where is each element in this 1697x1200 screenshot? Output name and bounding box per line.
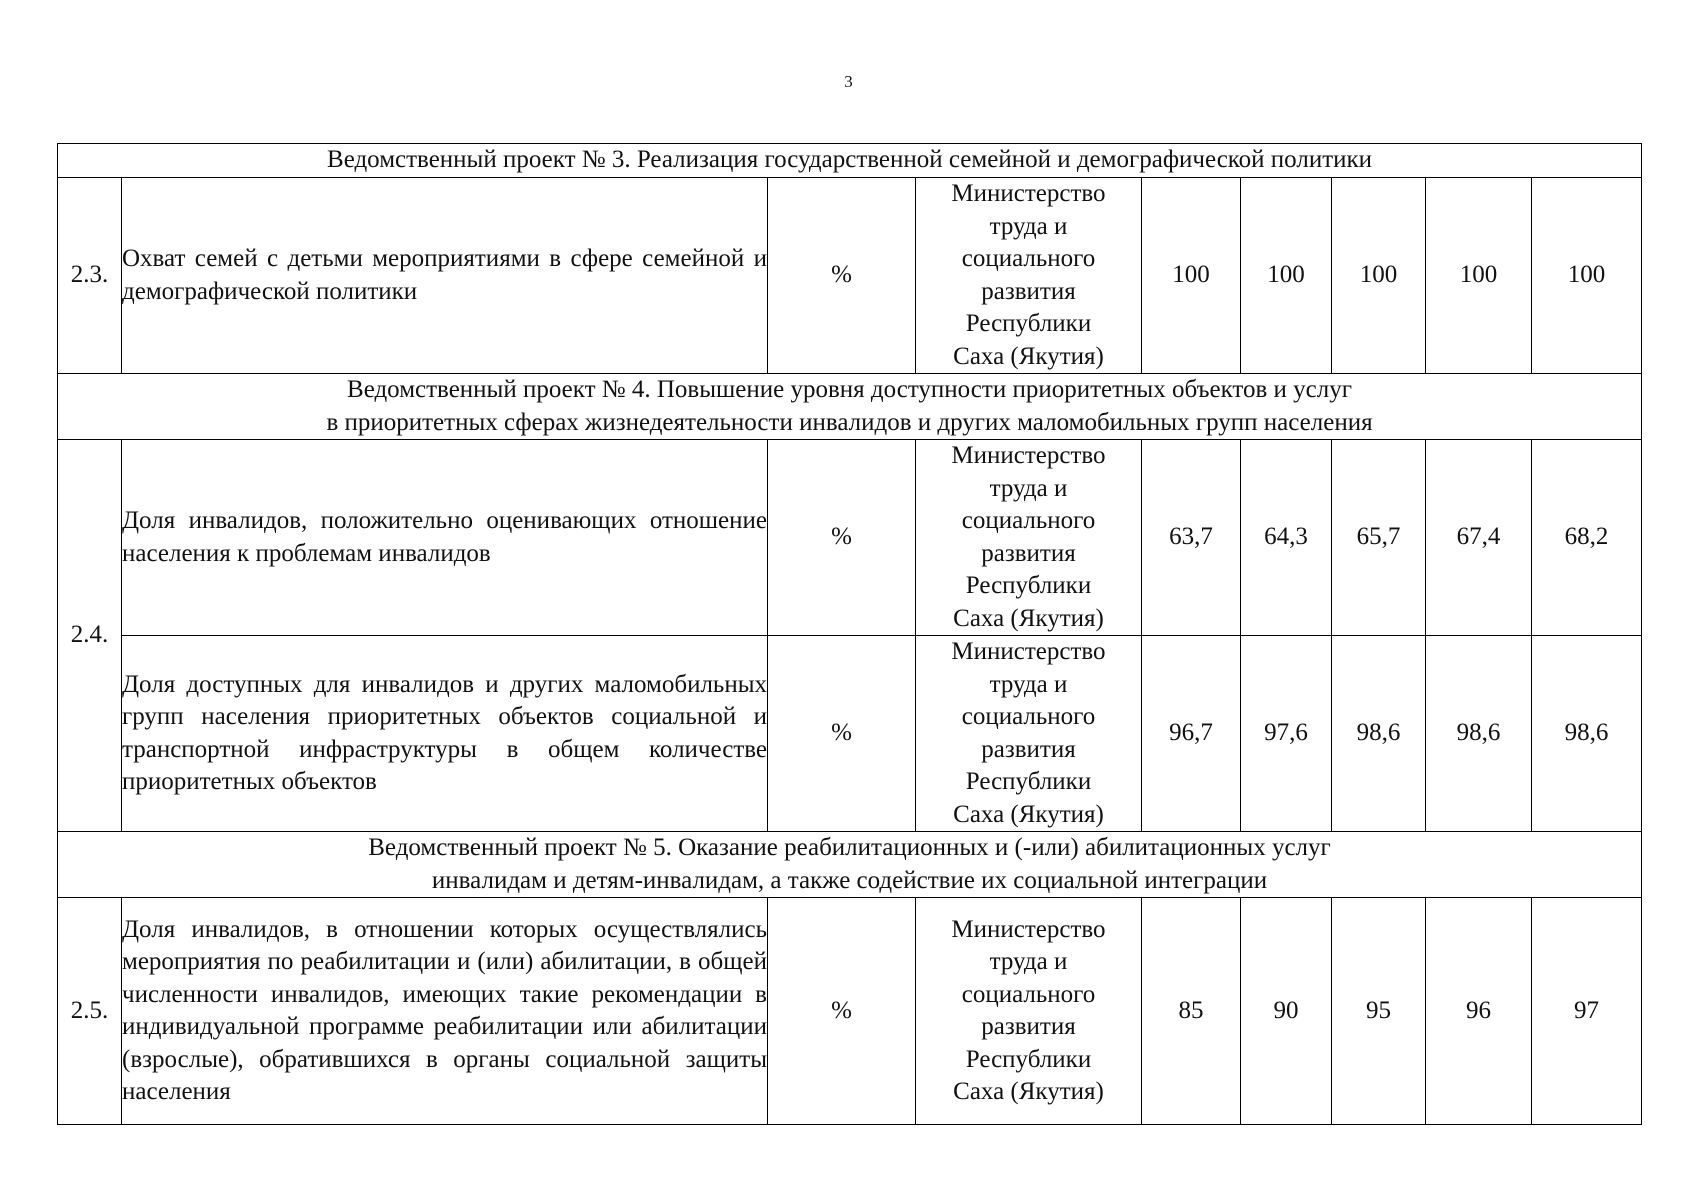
responsible-line: развития xyxy=(981,735,1076,763)
section-title xyxy=(58,374,1642,440)
section-title xyxy=(58,832,1642,898)
section-title-line: Ведомственный проект № 5. Оказание реабилитационных и (-или) абилитационных услуг xyxy=(368,834,1331,861)
responsible-cell xyxy=(916,440,1142,636)
value-cell: 68,2 xyxy=(1532,440,1642,636)
value-cell: 65,7 xyxy=(1332,440,1426,636)
unit-cell: % xyxy=(768,440,916,636)
row-number: 2.5. xyxy=(58,898,122,1125)
responsible-line: развития xyxy=(981,539,1076,567)
value-cell: 95 xyxy=(1332,898,1426,1125)
responsible-line: Министерство xyxy=(951,638,1106,665)
responsible-cell xyxy=(916,898,1142,1125)
indicator-name: Доля инвалидов, в отношении которых осуществлялись мероприятия по реабилитации и (или) абилитации, в общей численности инвалидов, имеющих такие рекомендации в индивидуальной программе реабилитации или абилитации (взрослые), обратившихся в органы социальной защиты населения xyxy=(122,898,768,1125)
row-number: 2.4. xyxy=(58,440,122,832)
responsible-line: развития xyxy=(981,1013,1076,1040)
table-row xyxy=(58,440,1642,636)
value-cell: 98,6 xyxy=(1332,636,1426,832)
value-cell: 64,3 xyxy=(1241,440,1332,636)
table-row xyxy=(58,178,1642,374)
value-cell: 97,6 xyxy=(1241,636,1332,832)
value-cell: 96 xyxy=(1426,898,1532,1125)
value-cell: 98,6 xyxy=(1426,636,1532,832)
responsible-line: Министерство xyxy=(951,442,1106,469)
unit-cell: % xyxy=(768,898,916,1125)
responsible-cell xyxy=(916,636,1142,832)
responsible-line: Саха (Якутия) xyxy=(953,342,1104,370)
value-cell: 96,7 xyxy=(1142,636,1241,832)
section-title-line: Ведомственный проект № 3. Реализация государственной семейной и демографической политики xyxy=(327,146,1373,174)
section-title-line: Ведомственный проект № 4. Повышение уровня доступности приоритетных объектов и услуг xyxy=(347,376,1353,403)
value-cell: 67,4 xyxy=(1426,440,1532,636)
responsible-cell xyxy=(916,178,1142,374)
responsible-line: труда и xyxy=(989,670,1068,698)
responsible-line: Саха (Якутия) xyxy=(953,604,1104,632)
value-cell: 100 xyxy=(1241,178,1332,374)
section-title-line: в приоритетных сферах жизнедеятельности инвалидов и других маломобильных групп населения xyxy=(326,408,1373,436)
value-cell: 100 xyxy=(1426,178,1532,374)
responsible-line: Саха (Якутия) xyxy=(953,800,1104,828)
responsible-line: Республики xyxy=(965,1045,1092,1073)
responsible-line: социального xyxy=(961,980,1096,1008)
section-header-row xyxy=(58,374,1642,440)
responsible-line: развития xyxy=(981,277,1076,305)
responsible-line: социального xyxy=(961,245,1096,272)
responsible-line: Саха (Якутия) xyxy=(953,1078,1104,1105)
page-number: 3 xyxy=(844,72,853,91)
unit-cell: % xyxy=(768,636,916,832)
responsible-line: социального xyxy=(961,703,1096,730)
table-row xyxy=(58,898,1642,1125)
value-cell: 100 xyxy=(1142,178,1241,374)
value-cell: 98,6 xyxy=(1532,636,1642,832)
responsible-line: Республики xyxy=(965,768,1092,795)
responsible-line: труда и xyxy=(989,948,1068,975)
section-title-line: инвалидам и детям-инвалидам, а также содействие их социальной интеграции xyxy=(431,866,1268,894)
responsible-line: социального xyxy=(961,507,1096,534)
responsible-line: Министерство xyxy=(951,180,1106,207)
row-number: 2.3. xyxy=(58,178,122,374)
value-cell: 85 xyxy=(1142,898,1241,1125)
value-cell: 63,7 xyxy=(1142,440,1241,636)
indicators-table xyxy=(57,143,1642,1125)
value-cell: 90 xyxy=(1241,898,1332,1125)
responsible-line: труда и xyxy=(989,474,1068,502)
section-title xyxy=(58,144,1642,178)
responsible-line: Министерство xyxy=(951,915,1106,943)
responsible-line: труда и xyxy=(989,212,1068,240)
indicator-name: Доля доступных для инвалидов и других маломобильных групп населения приоритетных объектов социальной и транспортной инфраструктуры в общем количестве приоритетных объектов xyxy=(122,636,768,832)
indicator-name: Доля инвалидов, положительно оценивающих отношение населения к проблемам инвалидов xyxy=(122,440,768,636)
indicator-name: Охват семей с детьми мероприятиями в сфере семейной и демографической политики xyxy=(122,178,768,374)
table-row xyxy=(58,636,1642,832)
value-cell: 100 xyxy=(1532,178,1642,374)
section-header-row xyxy=(58,144,1642,178)
responsible-line: Республики xyxy=(965,310,1092,337)
value-cell: 100 xyxy=(1332,178,1426,374)
responsible-line: Республики xyxy=(965,572,1092,599)
value-cell: 97 xyxy=(1532,898,1642,1125)
section-header-row xyxy=(58,832,1642,898)
unit-cell: % xyxy=(768,178,916,374)
